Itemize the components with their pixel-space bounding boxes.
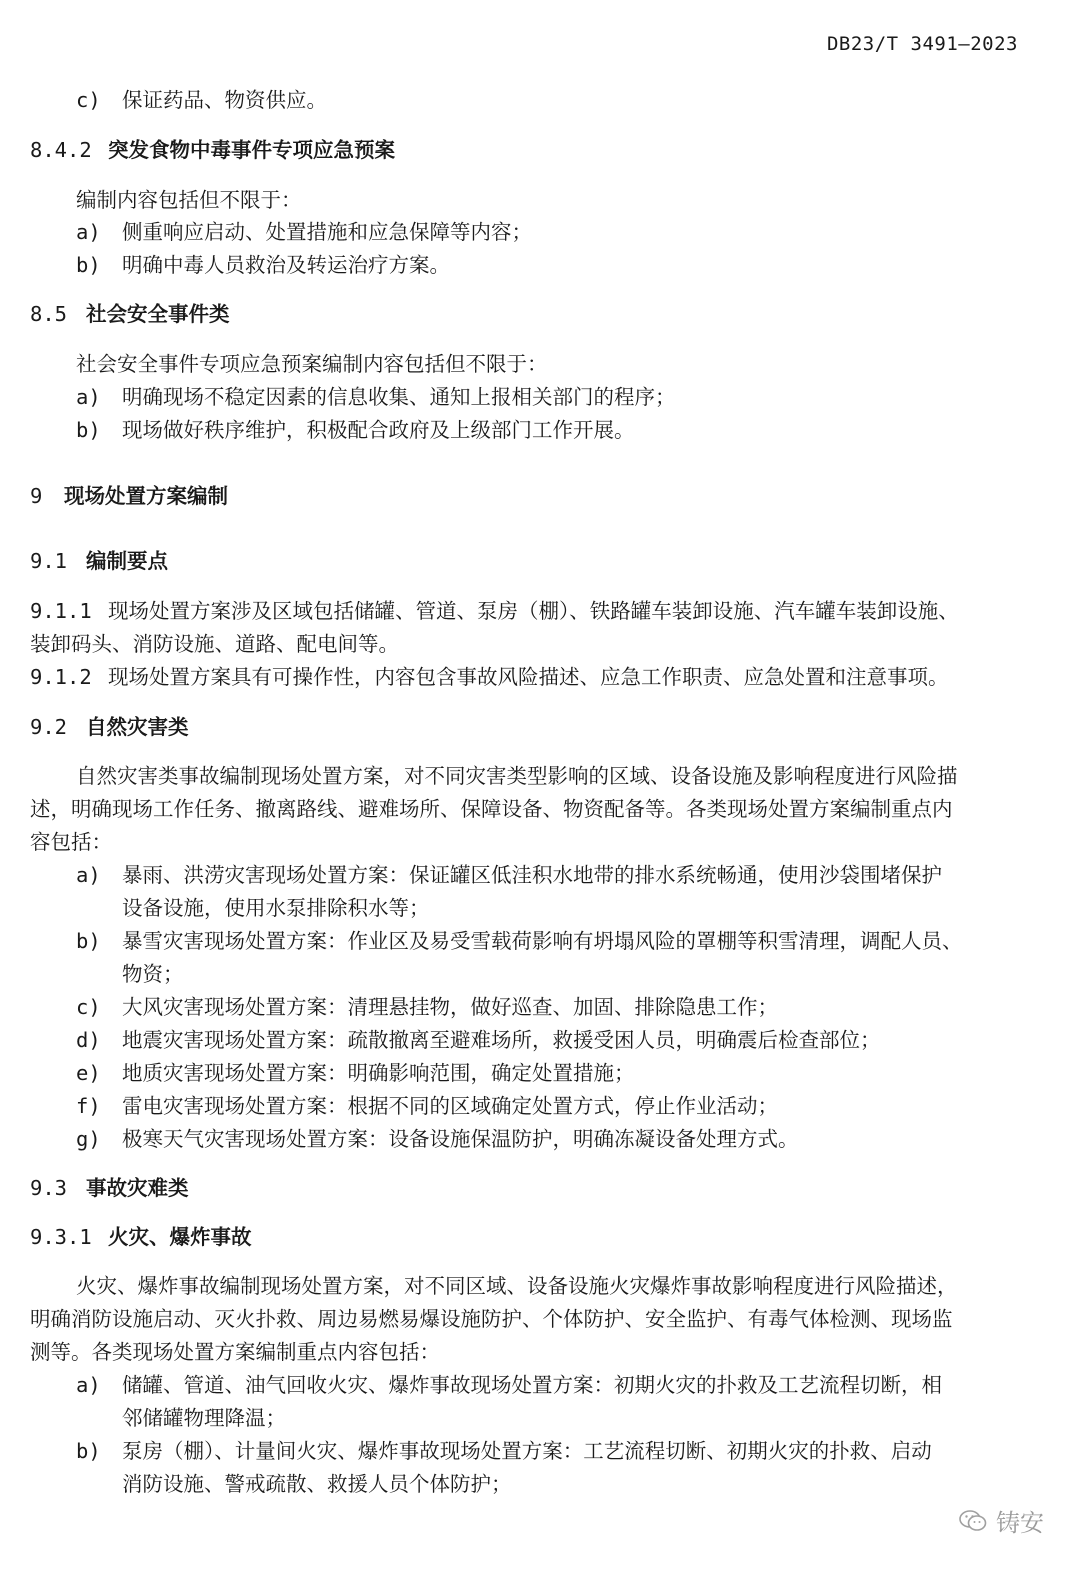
item-label: f) — [76, 1094, 101, 1118]
list-item — [76, 86, 327, 114]
subsection-heading — [30, 1223, 252, 1251]
section-number: 9.3 — [30, 1176, 68, 1200]
section-title: 突发食物中毒事件专项应急预案 — [108, 138, 395, 162]
paragraph-line: 自然灾害类事故编制现场处置方案，对不同灾害类型影响的区域、设备设施及影响程度进行风险描 — [76, 764, 958, 788]
list-item — [76, 218, 532, 246]
section-heading — [30, 136, 395, 164]
list-item — [76, 1371, 942, 1399]
item-label: b) — [76, 1439, 101, 1463]
clause-text: 现场处置方案涉及区域包括储罐、管道、泵房（棚）、铁路罐车装卸设施、汽车罐车装卸设施、 — [108, 599, 959, 623]
clause-text: 现场处置方案具有可操作性，内容包含事故风险描述、应急工作职责、应急处置和注意事项。 — [108, 665, 949, 689]
list-item — [76, 383, 676, 411]
section-title: 自然灾害类 — [86, 715, 189, 739]
list-item — [76, 1059, 635, 1087]
paragraph-line: 明确消防设施启动、灭火扑救、周边易燃易爆设施防护、个体防护、安全监护、有毒气体检测、现场监 — [30, 1307, 953, 1331]
item-label: c) — [76, 88, 101, 112]
paragraph-line: 装卸码头、消防设施、道路、配电间等。 — [30, 632, 399, 656]
wechat-icon — [958, 1508, 988, 1534]
chapter-heading — [30, 482, 228, 510]
section-number: 8.5 — [30, 302, 68, 326]
item-label: d) — [76, 1028, 101, 1052]
section-title: 社会安全事件类 — [86, 302, 230, 326]
list-item-continuation: 消防设施、警戒疏散、救援人员个体防护； — [122, 1472, 512, 1496]
list-item-continuation: 邻储罐物理降温； — [122, 1406, 286, 1430]
item-text: 现场做好秩序维护，积极配合政府及上级部门工作开展。 — [122, 418, 635, 442]
item-label: b) — [76, 418, 101, 442]
item-text: 暴雪灾害现场处置方案：作业区及易受雪载荷影响有坍塌风险的罩棚等积雪清理，调配人员、 — [122, 929, 963, 953]
section-number: 9.2 — [30, 715, 68, 739]
chapter-number: 9 — [30, 484, 43, 508]
list-item-continuation: 设备设施，使用水泵排除积水等； — [122, 896, 430, 920]
item-label: a) — [76, 863, 101, 887]
clause-line — [30, 597, 959, 625]
item-text: 雷电灾害现场处置方案：根据不同的区域确定处置方式，停止作业活动； — [122, 1094, 778, 1118]
clause-number: 9.1.2 — [30, 665, 92, 689]
item-text: 泵房（棚）、计量间火灾、爆炸事故现场处置方案：工艺流程切断、初期火灾的扑救、启动 — [122, 1439, 932, 1463]
list-item — [76, 1437, 932, 1465]
list-item-continuation: 物资； — [122, 962, 184, 986]
watermark-text: 铸安 — [996, 1509, 1044, 1537]
subsection-title: 火灾、爆炸事故 — [108, 1225, 252, 1249]
item-label: e) — [76, 1061, 101, 1085]
section-title: 编制要点 — [86, 549, 168, 573]
item-label: g) — [76, 1127, 101, 1151]
list-item — [76, 1125, 799, 1153]
paragraph-line: 述，明确现场工作任务、撤离路线、避难场所、保障设备、物资配备等。各类现场处置方案编制重点内 — [30, 797, 953, 821]
item-text: 储罐、管道、油气回收火灾、爆炸事故现场处置方案：初期火灾的扑救及工艺流程切断，相 — [122, 1373, 942, 1397]
clause-number: 9.1.1 — [30, 599, 92, 623]
section-heading — [30, 713, 189, 741]
item-label: a) — [76, 220, 101, 244]
item-text: 极寒天气灾害现场处置方案：设备设施保温防护，明确冻凝设备处理方式。 — [122, 1127, 799, 1151]
paragraph-line: 社会安全事件专项应急预案编制内容包括但不限于： — [76, 352, 548, 376]
section-number: 9.1 — [30, 549, 68, 573]
item-label: c) — [76, 995, 101, 1019]
list-item — [76, 861, 942, 889]
item-text: 地震灾害现场处置方案：疏散撤离至避难场所，救援受困人员，明确震后检查部位； — [122, 1028, 881, 1052]
item-label: b) — [76, 929, 101, 953]
list-item — [76, 927, 963, 955]
clause-line — [30, 663, 949, 691]
paragraph-line: 编制内容包括但不限于： — [76, 188, 302, 212]
item-text: 保证药品、物资供应。 — [122, 88, 327, 112]
subsection-number: 9.3.1 — [30, 1225, 92, 1249]
item-label: b) — [76, 253, 101, 277]
paragraph-line: 容包括： — [30, 830, 112, 854]
document-code: DB23/T 3491—2023 — [826, 33, 1018, 55]
item-text: 明确中毒人员救治及转运治疗方案。 — [122, 253, 450, 277]
item-label: a) — [76, 1373, 101, 1397]
list-item — [76, 251, 450, 279]
paragraph-line: 火灾、爆炸事故编制现场处置方案，对不同区域、设备设施火灾爆炸事故影响程度进行风险描述， — [76, 1274, 958, 1298]
section-heading — [30, 1174, 189, 1202]
list-item — [76, 1026, 881, 1054]
item-label: a) — [76, 385, 101, 409]
item-text: 侧重响应启动、处置措施和应急保障等内容； — [122, 220, 532, 244]
section-heading — [30, 300, 230, 328]
section-title: 事故灾难类 — [86, 1176, 189, 1200]
list-item — [76, 993, 778, 1021]
chapter-title: 现场处置方案编制 — [64, 484, 228, 508]
item-text: 暴雨、洪涝灾害现场处置方案：保证罐区低洼积水地带的排水系统畅通，使用沙袋围堵保护 — [122, 863, 942, 887]
item-text: 明确现场不稳定因素的信息收集、通知上报相关部门的程序； — [122, 385, 676, 409]
list-item — [76, 1092, 778, 1120]
item-text: 大风灾害现场处置方案：清理悬挂物，做好巡查、加固、排除隐患工作； — [122, 995, 778, 1019]
item-text: 地质灾害现场处置方案：明确影响范围，确定处置措施； — [122, 1061, 635, 1085]
section-heading — [30, 547, 168, 575]
list-item — [76, 416, 635, 444]
paragraph-line: 测等。各类现场处置方案编制重点内容包括： — [30, 1340, 440, 1364]
section-number: 8.4.2 — [30, 138, 92, 162]
watermark — [958, 1503, 1044, 1538]
